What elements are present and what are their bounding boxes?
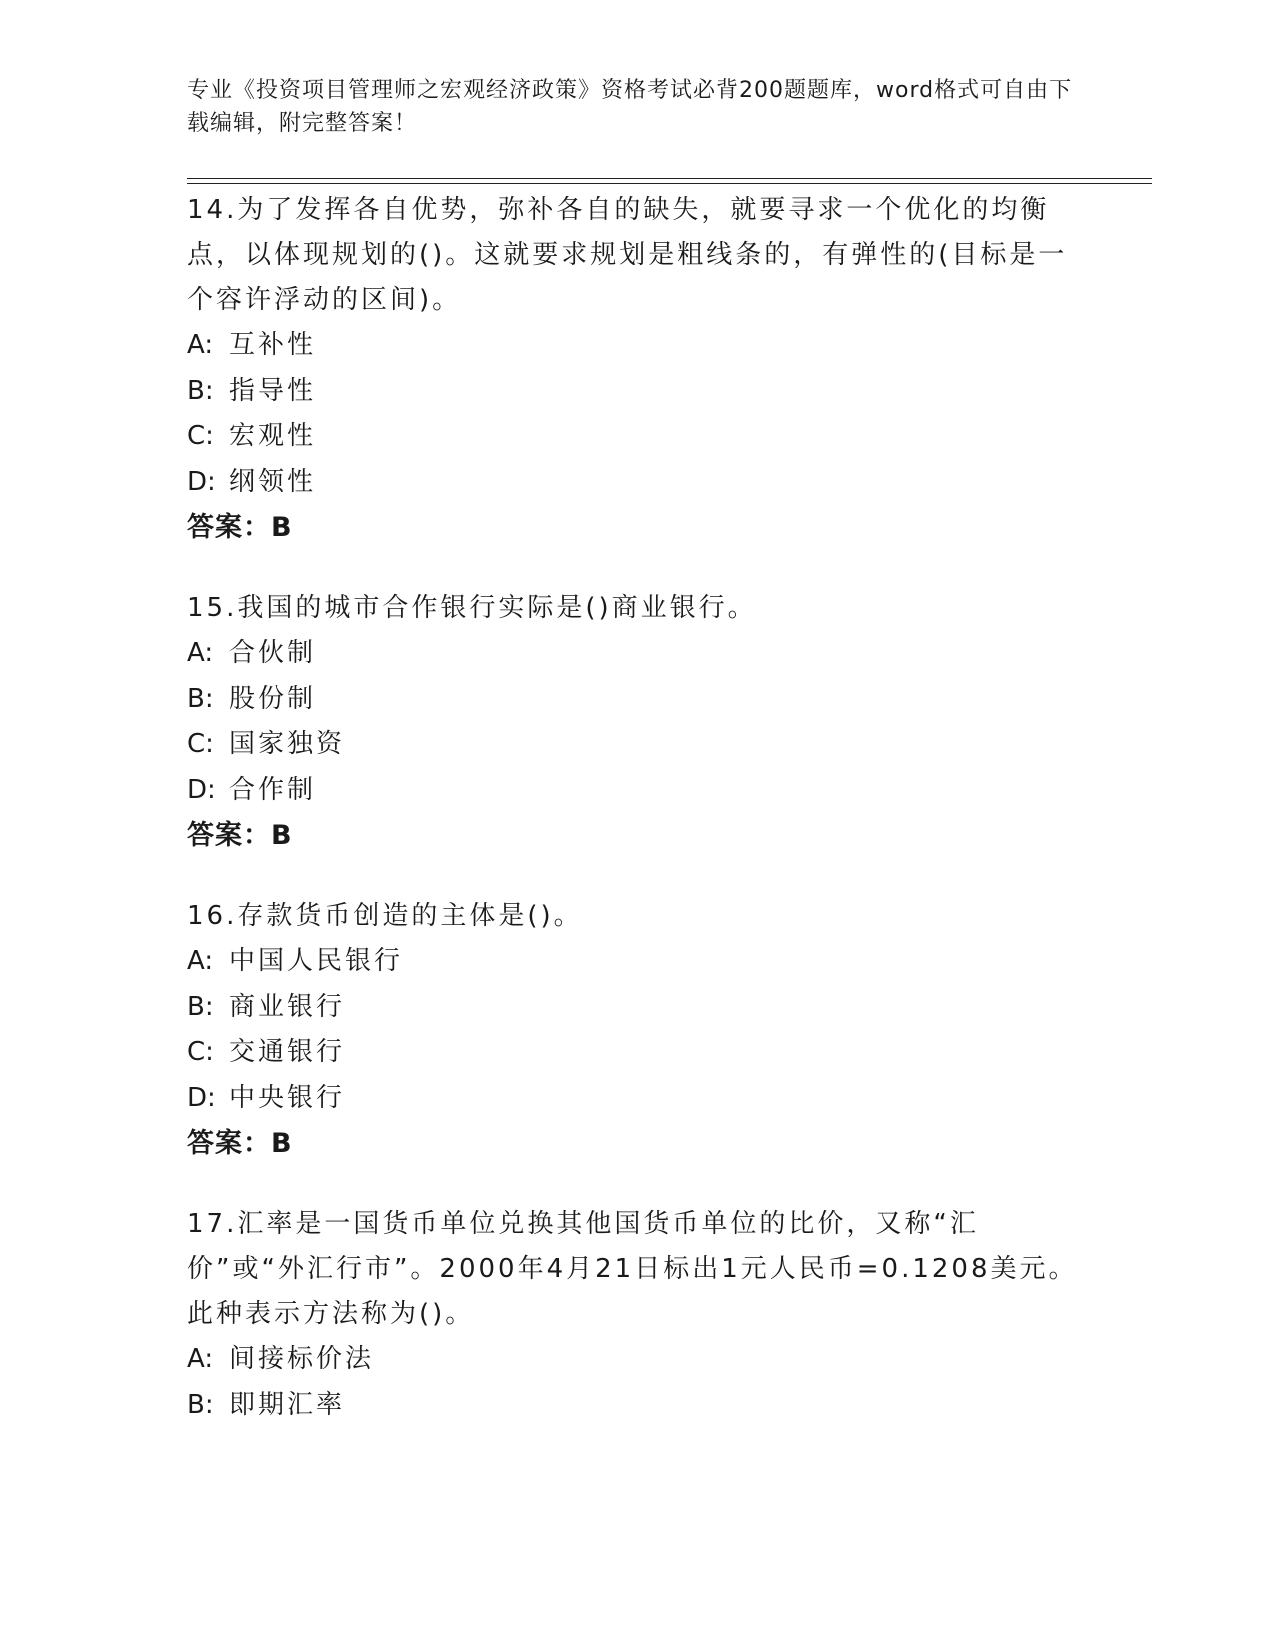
option-d [187, 768, 1087, 814]
option-text: 股份制 [229, 683, 317, 714]
option-text: 即期汇率 [229, 1389, 346, 1420]
option-letter: D: [187, 774, 216, 805]
option-b [187, 369, 1087, 415]
option-text: 纲领性 [229, 466, 317, 497]
option-text: 互补性 [229, 330, 317, 360]
answer-line: 答案：B [187, 820, 293, 851]
option-letter: A: [187, 1344, 214, 1374]
option-letter: B: [187, 375, 214, 406]
option-a [187, 939, 1087, 985]
option-text: 指导性 [229, 375, 317, 406]
option-text: 间接标价法 [229, 1344, 375, 1374]
option-a [187, 323, 1087, 369]
option-letter: A: [187, 638, 214, 668]
option-text: 国家独资 [229, 729, 346, 759]
option-text: 中国人民银行 [229, 946, 404, 976]
option-letter: C: [187, 421, 214, 451]
option-letter: B: [187, 991, 214, 1022]
question-text: 16.存款货币创造的主体是()。 [187, 901, 583, 931]
option-d [187, 1076, 1087, 1122]
option-letter: D: [187, 466, 216, 497]
question-text: 14.为了发挥各自优势，弥补各自的缺失，就要寻求一个优化的均衡点，以体现规划的()。这就要求规划是粗线条的，有弹性的(目标是一个容许浮动的区间)。 [187, 195, 1068, 315]
option-text: 商业银行 [229, 991, 346, 1022]
option-letter: B: [187, 1389, 214, 1420]
header-divider-bottom [187, 183, 1152, 184]
question-text: 15.我国的城市合作银行实际是()商业银行。 [187, 593, 757, 623]
question-15 [187, 586, 1087, 858]
option-text: 交通银行 [229, 1037, 346, 1067]
option-letter: A: [187, 330, 214, 360]
answer-line: 答案：B [187, 512, 293, 543]
question-14 [187, 188, 1087, 550]
option-text: 中央银行 [229, 1082, 346, 1113]
question-17 [187, 1202, 1087, 1428]
option-letter: B: [187, 683, 214, 714]
question-list [187, 188, 1087, 1464]
option-b [187, 677, 1087, 723]
option-c [187, 722, 1087, 768]
header-divider-top [187, 178, 1152, 179]
option-c [187, 414, 1087, 460]
option-text: 合伙制 [229, 638, 317, 668]
option-letter: C: [187, 729, 214, 759]
option-letter: C: [187, 1037, 214, 1067]
option-c [187, 1030, 1087, 1076]
question-text: 17.汇率是一国货币单位兑换其他国货币单位的比价，又称“汇价”或“外汇行市”。2000年4月21日标出1元人民币=0.1208美元。此种表示方法称为()。 [187, 1209, 1078, 1329]
answer-line: 答案：B [187, 1128, 293, 1159]
header-text: 专业《投资项目管理师之宏观经济政策》资格考试必背200题题库，word格式可自由下载编辑，附完整答案！ [187, 78, 1073, 136]
option-text: 宏观性 [229, 421, 317, 451]
document-header [187, 74, 1087, 140]
option-letter: A: [187, 946, 214, 976]
option-a [187, 631, 1087, 677]
option-text: 合作制 [229, 774, 317, 805]
option-b [187, 985, 1087, 1031]
option-b [187, 1383, 1087, 1429]
option-letter: D: [187, 1082, 216, 1113]
option-d [187, 460, 1087, 506]
question-16 [187, 894, 1087, 1166]
option-a [187, 1337, 1087, 1383]
